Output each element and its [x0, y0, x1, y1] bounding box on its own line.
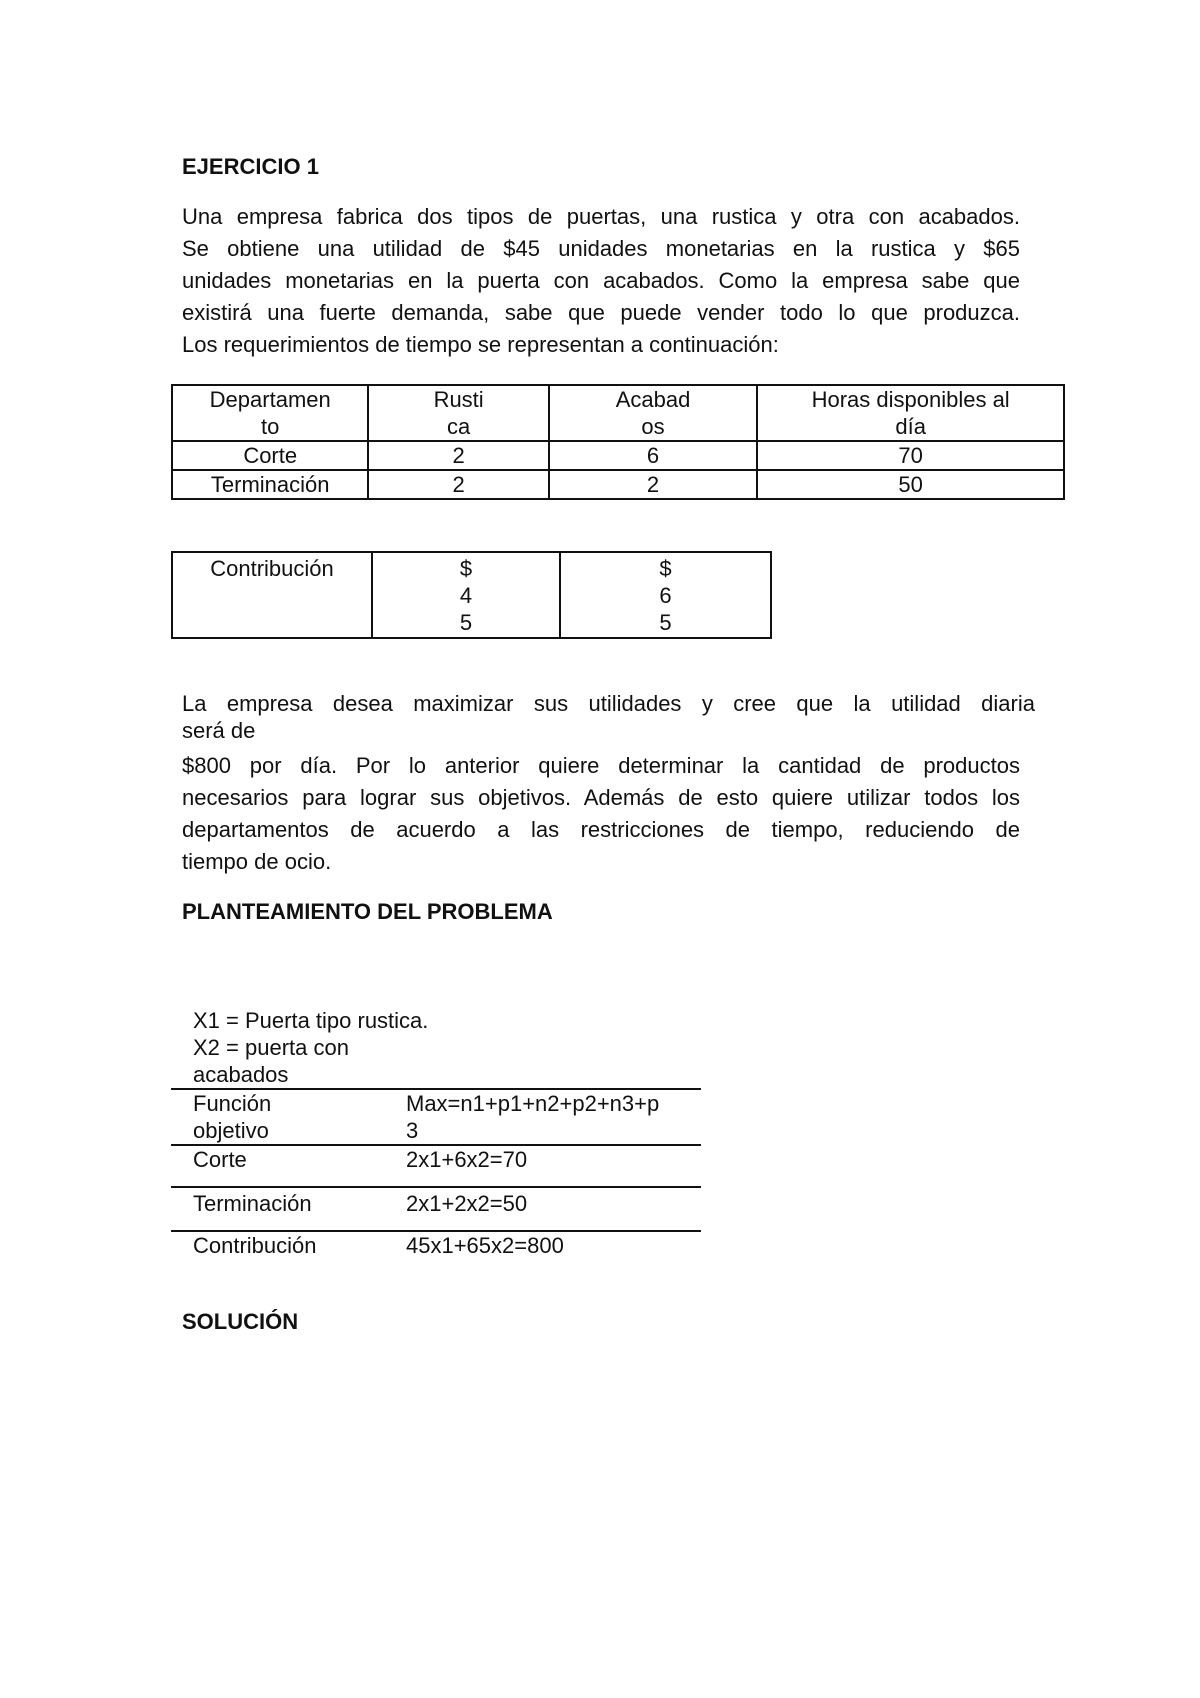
goal-line: $800 por día. Por lo anterior quiere determinar la cantidad de productos — [182, 753, 1020, 778]
goal-line: tiempo de ocio. — [182, 849, 332, 874]
table-cell: 2 — [368, 441, 548, 470]
model-row-objective: Función objetivo Max=n1+p1+n2+p2+n3+p 3 — [171, 1088, 701, 1144]
model-row-contribucion: Contribución 45x1+65x2=800 — [171, 1230, 701, 1259]
intro-line: Los requerimientos de tiempo se representan a continuación: — [182, 332, 779, 357]
intro-line: Se obtiene una utilidad de $45 unidades monetarias en la rustica y $65 — [182, 236, 1020, 261]
exercise-title: EJERCICIO 1 — [182, 154, 319, 179]
goal-paragraph-a — [182, 690, 1035, 744]
intro-line: existirá una fuerte demanda, sabe que puede vender todo lo que produzca. — [182, 300, 1020, 325]
intro-paragraph — [182, 201, 1020, 361]
goal-line: necesarios para lograr sus objetivos. Además de esto quiere utilizar todos los — [182, 785, 1020, 810]
goal-line: será de — [182, 718, 256, 743]
model-row-terminacion: Terminación 2x1+2x2=50 — [171, 1186, 701, 1230]
intro-line: Una empresa fabrica dos tipos de puertas, una rustica y otra con acabados. — [182, 204, 1020, 229]
table-cell: 2 — [368, 470, 548, 499]
table-cell: Corte — [172, 441, 368, 470]
model-row-corte: Corte 2x1+6x2=70 — [171, 1144, 701, 1186]
header-cell: Rusti ca — [368, 385, 548, 441]
variable-line: X1 = Puerta tipo rustica. — [193, 1008, 429, 1033]
section-problem-heading: PLANTEAMIENTO DEL PROBLEMA — [182, 899, 553, 924]
model-table — [171, 1007, 701, 1259]
contribution-acabados: $ 6 5 — [560, 552, 771, 638]
header-cell: Horas disponibles al día — [757, 385, 1064, 441]
table-cell: 6 — [549, 441, 757, 470]
intro-line: unidades monetarias en la puerta con acabados. Como la empresa sabe que — [182, 268, 1020, 293]
contribution-table — [171, 551, 772, 639]
goal-line: departamentos de acuerdo a las restricciones de tiempo, reduciendo de — [182, 817, 1020, 842]
goal-paragraph-b — [182, 750, 1020, 878]
section-solution-heading: SOLUCIÓN — [182, 1309, 299, 1334]
variable-line: X2 = puerta con — [193, 1035, 349, 1060]
table-cell: 70 — [757, 441, 1064, 470]
table-cell: 50 — [757, 470, 1064, 499]
requirements-table — [171, 384, 1065, 500]
table-row — [172, 441, 1064, 470]
variable-line: acabados — [193, 1062, 289, 1087]
contribution-rustica: $ 4 5 — [372, 552, 560, 638]
table-header-row — [172, 385, 1064, 441]
table-row — [172, 470, 1064, 499]
variable-definitions — [171, 1007, 701, 1088]
goal-line: La empresa desea maximizar sus utilidades y cree que la utilidad diaria — [182, 691, 1035, 716]
header-cell: Departamen to — [172, 385, 368, 441]
table-row — [172, 552, 771, 638]
table-cell: 2 — [549, 470, 757, 499]
table-cell: Terminación — [172, 470, 368, 499]
contribution-label: Contribución — [172, 552, 372, 638]
header-cell: Acabad os — [549, 385, 757, 441]
